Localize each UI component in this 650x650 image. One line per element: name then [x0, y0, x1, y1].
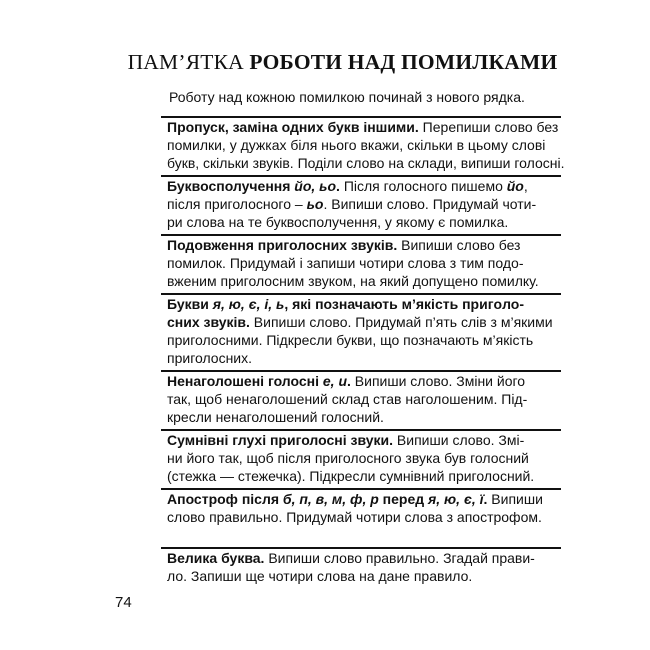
- rule-line: [167, 549, 559, 567]
- rule-section: [167, 372, 559, 426]
- rule-text: помилок. Придумай і запиши чотири слова з тим подо-: [167, 255, 524, 271]
- rule-emphasis: сних звуків.: [167, 314, 250, 330]
- rule-text: помилки, у дужках біля нього вкажи, скільки в цьому слові: [167, 137, 546, 153]
- rule-text: кресли ненаголошений голосний.: [167, 409, 384, 425]
- rule-section: [167, 295, 559, 367]
- rule-emphasis: б, п, в, м, ф, р: [282, 491, 379, 507]
- rule-text: Після голосного пишемо: [339, 178, 507, 194]
- rule-text: Перепиши слово без: [418, 119, 559, 135]
- rule-section: [167, 490, 559, 526]
- rule-line: [167, 490, 559, 508]
- rule-section: [167, 177, 559, 231]
- rule-emphasis: Велика буква.: [167, 550, 265, 566]
- rule-line: [167, 177, 559, 195]
- rule-line: [167, 195, 559, 213]
- rule-emphasis: Сумнівні глухі приголосні звуки.: [167, 432, 394, 448]
- rule-line: [167, 349, 559, 367]
- rule-section: [167, 431, 559, 485]
- rule-line: [167, 236, 559, 254]
- rule-text: Випиши слово. Придумай п’ять слів з м’якими: [249, 314, 553, 330]
- rule-line: [167, 272, 559, 290]
- rule-line: [167, 390, 559, 408]
- rule-emphasis: я, ю, є, ї: [428, 491, 484, 507]
- rule-emphasis: Пропуск, заміна одних букв іншими.: [167, 119, 419, 135]
- rule-line: [167, 508, 559, 526]
- rule-text: ни його так, щоб після приголосного звука був голосний: [167, 450, 529, 466]
- rule-line: [167, 136, 559, 154]
- rule-emphasis: , які позначають м’якість пригoло-: [284, 296, 524, 312]
- rule-text: вженим приголосним звуком, на який допущено помилку.: [167, 273, 539, 289]
- rule-text: Випиши слово. Зміни його: [350, 373, 526, 389]
- rule-line: [167, 567, 559, 585]
- rule-text: ри слова на те буквосполучення, у якому є помилка.: [167, 214, 509, 230]
- rule-line: [167, 449, 559, 467]
- rule-emphasis: Подовження приголосних звуків.: [167, 237, 398, 253]
- rule-line: [167, 331, 559, 349]
- rule-text: ,: [523, 178, 528, 194]
- rule-text: Випиши слово без: [397, 237, 521, 253]
- rule-line: [167, 254, 559, 272]
- rule-text: слово правильно. Придумай чотири слова з апострофом.: [167, 509, 542, 525]
- rule-line: [167, 118, 559, 136]
- rule-emphasis: перед: [378, 491, 429, 507]
- rule-section: [167, 236, 559, 290]
- rule-text: букв, скільки звуків. Поділи слово на склади, випиши голосні.: [167, 155, 565, 171]
- rule-emphasis: .: [336, 178, 340, 194]
- rule-line: [167, 467, 559, 485]
- rule-emphasis: е, и: [322, 373, 348, 389]
- rule-line: [167, 313, 559, 331]
- rule-text: (стежка — стежечка). Підкресли сумнівний приголосний.: [167, 468, 535, 484]
- rule-text: Випиши слово. Змі-: [393, 432, 525, 448]
- rule-emphasis: .: [483, 491, 488, 507]
- rule-line: [167, 408, 559, 426]
- rule-line: [167, 372, 559, 390]
- rule-emphasis: Букви: [167, 296, 213, 312]
- rule-section: [167, 118, 565, 172]
- rule-line: [167, 295, 559, 313]
- rule-text: приголосних.: [167, 350, 253, 366]
- rule-text: Випиши: [487, 491, 543, 507]
- rule-emphasis: Ненаголошені голосні: [167, 373, 323, 389]
- rule-emphasis: йо, ьо: [294, 178, 337, 194]
- rule-section: [167, 549, 559, 585]
- title-plain: ПАМ’ЯТКА: [127, 50, 244, 74]
- rule-emphasis: Апостроф після: [167, 491, 283, 507]
- intro-text: Роботу над кожною помилкою починай з нового рядка.: [169, 89, 525, 105]
- rule-text: Випиши слово правильно. Згадай прави-: [264, 550, 535, 566]
- rule-emphasis: Буквосполучення: [167, 178, 295, 194]
- rule-emphasis: йо: [506, 178, 524, 194]
- page-number: 74: [115, 594, 132, 611]
- rule-line: [167, 154, 565, 172]
- rule-text: ло. Запиши ще чотири слова на дане правило.: [167, 568, 473, 584]
- rule-line: [167, 213, 559, 231]
- rule-line: [167, 431, 559, 449]
- rule-emphasis: .: [347, 373, 351, 389]
- rule-emphasis: я, ю, є, і, ь: [212, 296, 285, 312]
- rule-text: після приголосного –: [167, 196, 307, 212]
- rule-emphasis: ьо: [306, 196, 324, 212]
- title-bold: РОБОТИ НАД ПОМИЛКАМИ: [249, 50, 558, 74]
- rule-text: так, щоб ненаголошений склад став наголошеним. Під-: [167, 391, 528, 407]
- page-title: [120, 50, 565, 75]
- rule-text: приголосними. Підкресли букви, що позначають м’якість: [167, 332, 534, 348]
- rule-text: . Випиши слово. Придумай чоти-: [323, 196, 537, 212]
